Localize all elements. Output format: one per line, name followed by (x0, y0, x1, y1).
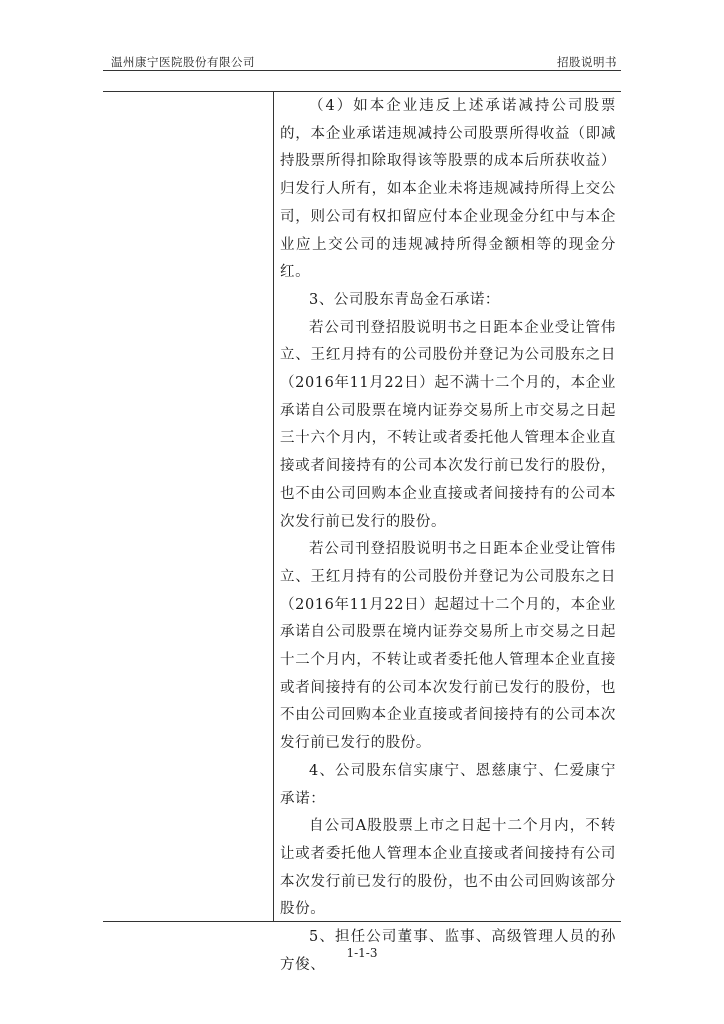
document-type: 招股说明书 (557, 55, 617, 69)
paragraph-under-twelve-months: 若公司刊登招股说明书之日距本企业受让管伟立、王红月持有的公司股份并登记为公司股东之日（2016年11月22日）起不满十二个月的，本企业承诺自公司股票在境内证券交易所上市交易之日起三十六个月内，不转让或者委托他人管理本企业直接或者间接持有的公司本次发行前已发行的股份，也不由公司回购本企业直接或者间接持有的公司本次发行前已发行的股份。 (280, 319, 616, 530)
paragraph-violation-penalty: （4）如本企业违反上述承诺减持公司股票的，本企业承诺违规减持公司股票所得收益（即减持股票所得扣除取得该等股票的成本后所获收益）归发行人所有，如本企业未将违规减持所得上交公司，则公司有权扣留应付本企业现金分红中与本企业应上交公司的违规减持所得金额相等的现金分红。 (280, 98, 616, 281)
page-number: 1-1-3 (346, 946, 378, 960)
commitment-text-cell (280, 93, 616, 980)
table-top-border (103, 91, 621, 92)
page-header (103, 50, 621, 72)
heading-directors-supervisors: 5、担任公司董事、监事、高级管理人员的孙方俊、 (280, 929, 616, 973)
paragraph-lockup-twelve-months: 自公司A股股票上市之日起十二个月内，不转让或者委托他人管理本企业直接或者间接持有公司本次发行前已发行的股份，也不由公司回购该部分股份。 (280, 818, 616, 918)
paragraph-over-twelve-months: 若公司刊登招股说明书之日距本企业受让管伟立、王红月持有的公司股份并登记为公司股东之日（2016年11月22日）起超过十二个月的，本企业承诺自公司股票在境内证券交易所上市交易之日起十二个月内，不转让或者委托他人管理本企业直接或者间接持有的公司本次发行前已发行的股份，也不由公司回购本企业直接或者间接持有的公司本次发行前已发行的股份。 (280, 541, 616, 752)
table-column-divider (273, 91, 274, 921)
heading-other-shareholders: 4、公司股东信实康宁、恩慈康宁、仁爱康宁承诺： (280, 762, 616, 807)
heading-qingdao-jinshi: 3、公司股东青岛金石承诺： (309, 291, 501, 308)
company-name: 温州康宁医院股份有限公司 (111, 55, 255, 69)
header-rule (103, 70, 621, 71)
